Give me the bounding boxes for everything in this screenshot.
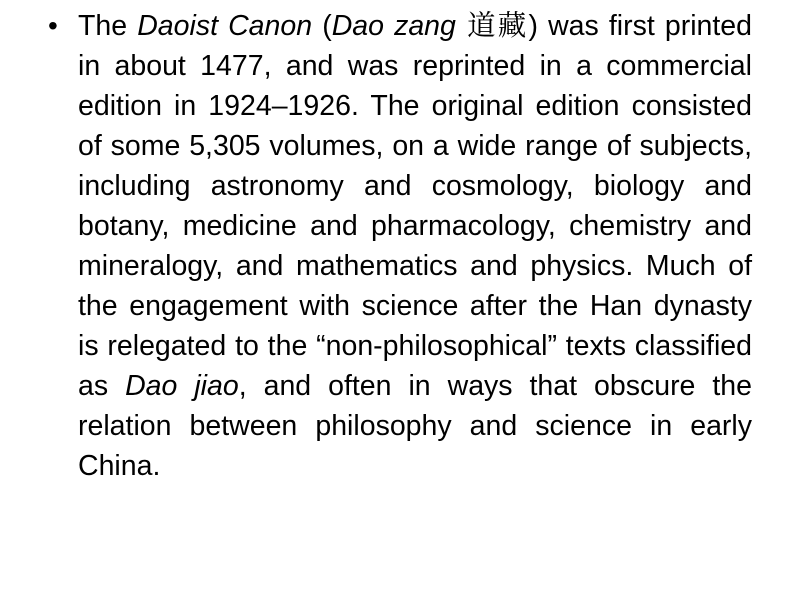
text-segment: ( xyxy=(312,10,332,42)
bullet-item xyxy=(48,6,752,486)
chinese-characters: 道藏 xyxy=(455,9,529,42)
italic-term-dao-jiao: Dao jiao xyxy=(125,370,239,402)
bullet-list xyxy=(48,6,752,486)
italic-title-daoist-canon: Daoist Canon xyxy=(137,10,313,42)
text-segment: , and often in ways that obscure the relation between philosophy and science in early China. xyxy=(78,370,752,482)
italic-term-dao-zang: Dao zang xyxy=(331,10,456,42)
text-segment: ) was first printed in about 1477, and was reprinted in a commercial edition in 1924–1926. The original edition consisted of some 5,305 volumes, on a wide range of subjects, including astronomy and cosmology, biology and botany, medicine and pharmacology, chemistry and mineralogy, and mathematics and physics. Much of the engagement with science after the Han dynasty is relegated to the “non-philosophical” texts classified as xyxy=(78,10,753,402)
text-segment: The xyxy=(78,10,138,42)
bullet-marker: • xyxy=(48,10,58,41)
